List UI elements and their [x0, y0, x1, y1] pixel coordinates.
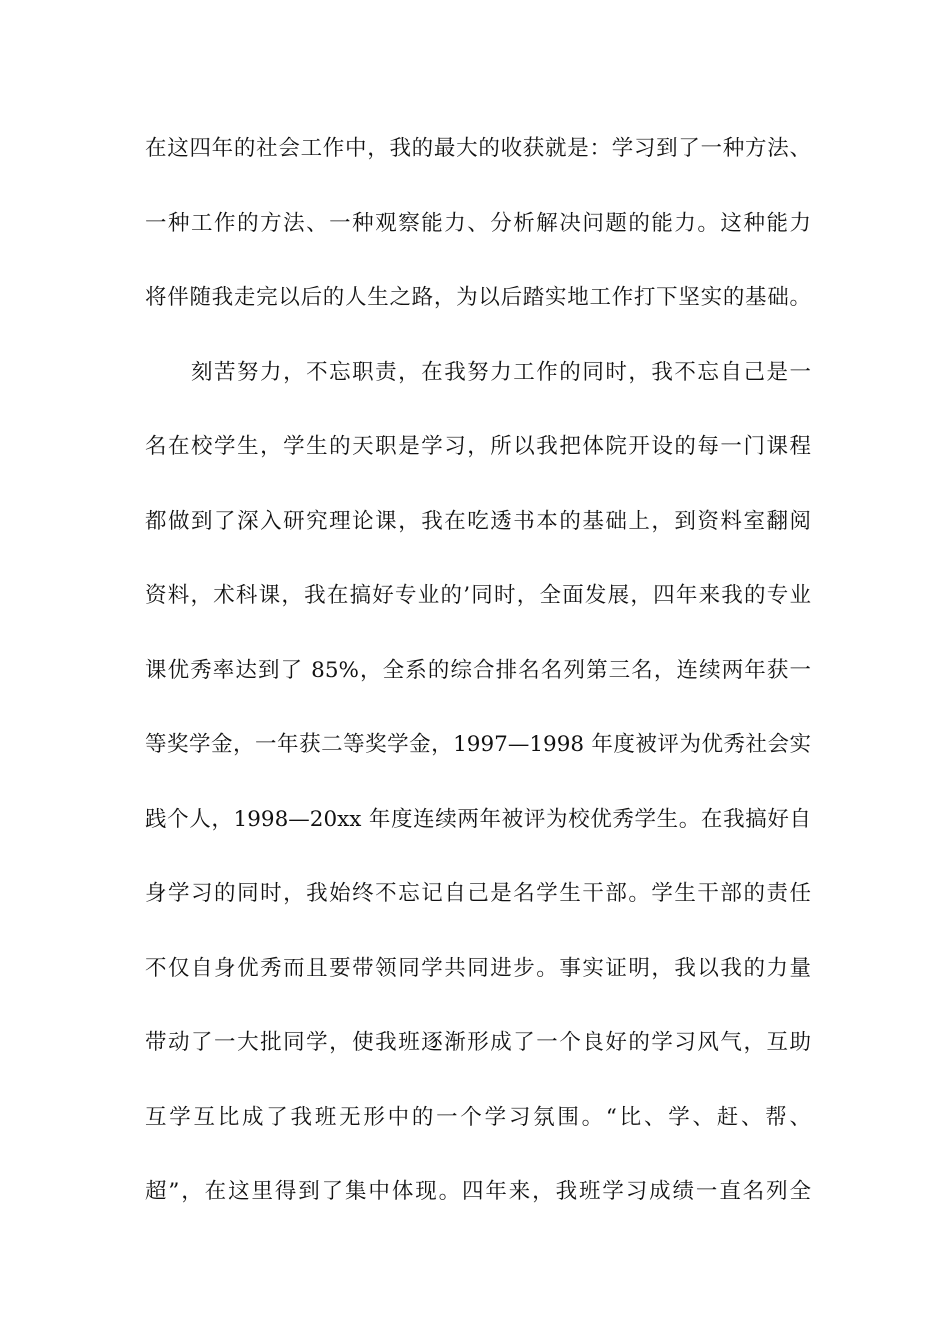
- text-line: 超”，在这里得到了集中体现。四年来，我班学习成绩一直名列全: [145, 1179, 811, 1204]
- text-line: 身学习的同时，我始终不忘记自己是名学生干部。学生干部的责任: [145, 881, 811, 906]
- text-line: 一种工作的方法、一种观察能力、分析解决问题的能力。这种能力: [145, 210, 811, 236]
- text-line: 践个人，1998—20xx 年度连续两年被评为校优秀学生。在我搞好自: [145, 806, 811, 832]
- text-line: 不仅自身优秀而且要带领同学共同进步。事实证明，我以我的力量: [145, 955, 811, 981]
- text-line: 课优秀率达到了 85%，全系的综合排名名列第三名，连续两年获一: [145, 657, 811, 683]
- text-line: 互学互比成了我班无形中的一个学习氛围。“比、学、赶、帮、: [145, 1104, 811, 1130]
- text-line: 资料，术科课，我在搞好专业的’同时，全面发展，四年来我的专业: [145, 583, 811, 608]
- text-line: 等奖学金，一年获二等奖学金，1997—1998 年度被评为优秀社会实: [145, 732, 811, 757]
- text-line: 都做到了深入研究理论课，我在吃透书本的基础上，到资料室翻阅: [145, 508, 811, 534]
- paragraph-start-line: 刻苦努力，不忘职责，在我努力工作的同时，我不忘自己是一: [191, 359, 811, 385]
- text-line: 名在校学生，学生的天职是学习，所以我把体院开设的每一门课程: [145, 434, 811, 459]
- text-line: 带动了一大批同学，使我班逐渐形成了一个良好的学习风气，互助: [145, 1030, 811, 1055]
- text-line: 将伴随我走完以后的人生之路，为以后踏实地工作打下坚实的基础。: [145, 285, 811, 310]
- body-text: [145, 126, 811, 1244]
- text-line: 在这四年的社会工作中，我的最大的收获就是：学习到了一种方法、: [145, 136, 811, 161]
